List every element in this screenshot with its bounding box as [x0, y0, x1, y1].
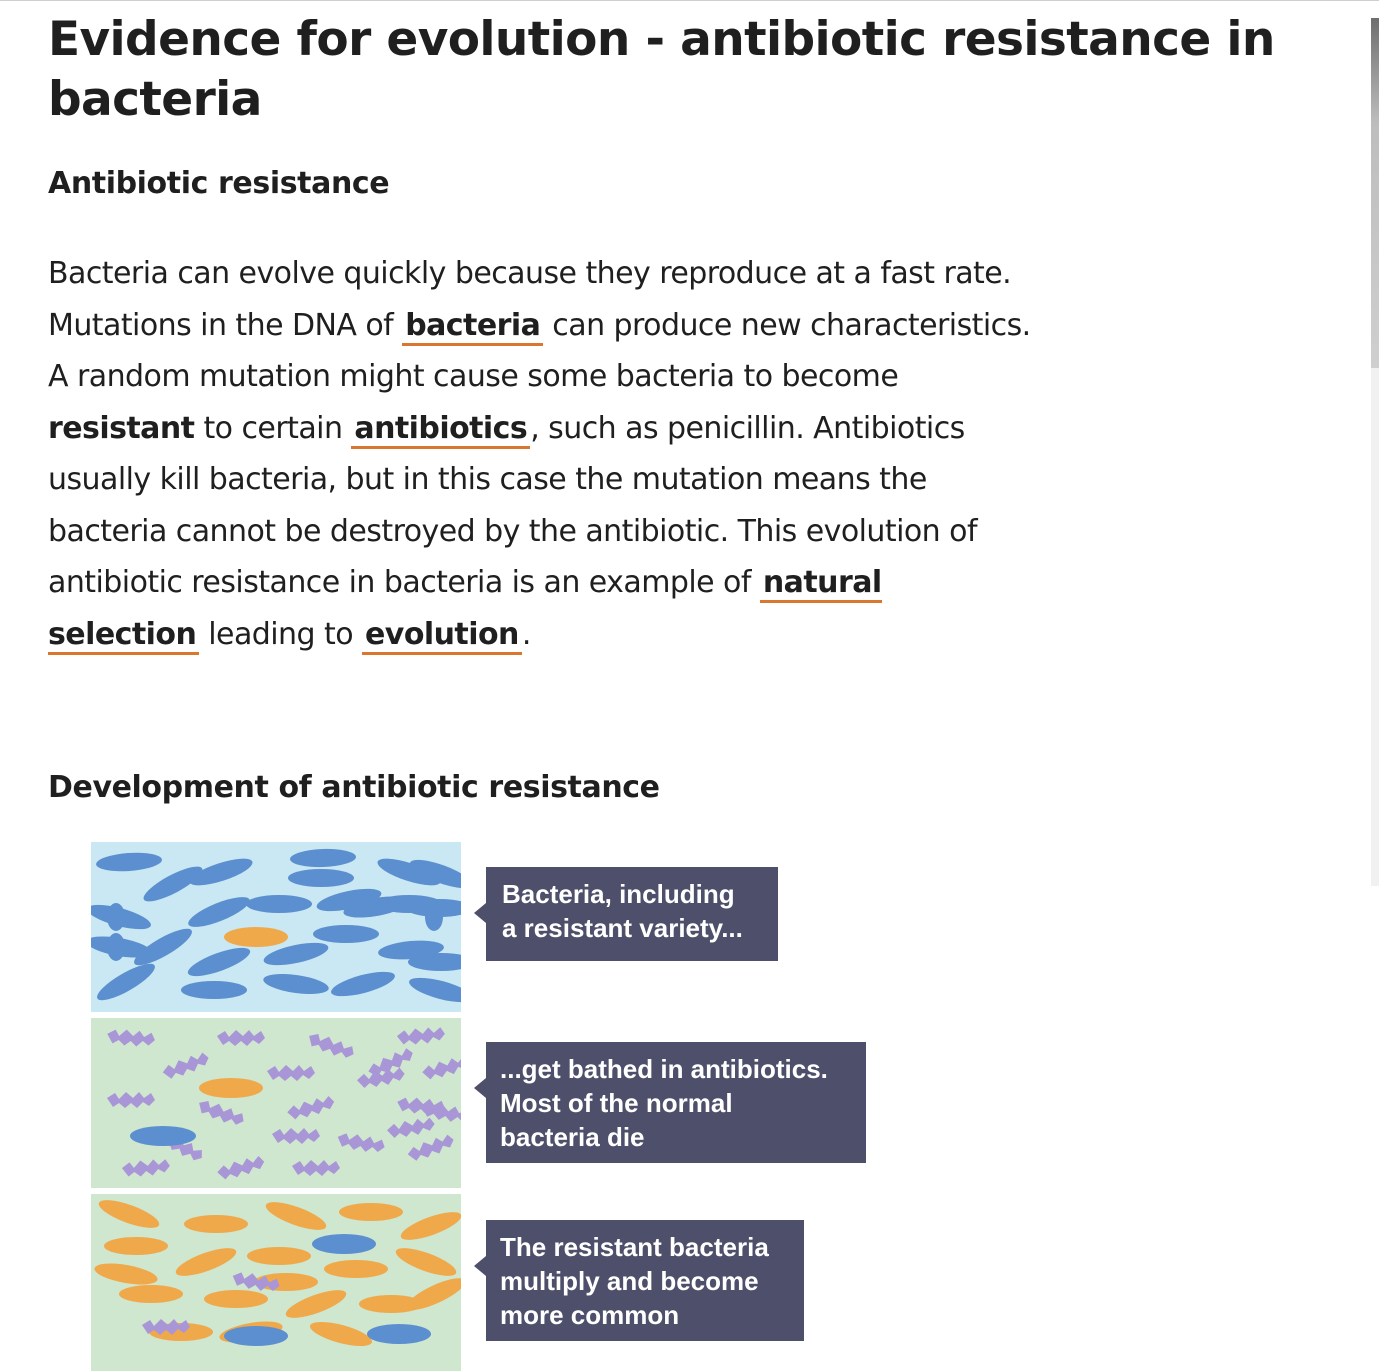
section-heading-antibiotic-resistance: Antibiotic resistance	[48, 166, 390, 201]
glossary-link-natural-selection[interactable]: natural selection	[48, 565, 882, 655]
normal-bacterium	[313, 925, 379, 943]
step-label-2	[486, 1042, 866, 1163]
bold-term-resistant: resistant	[48, 410, 195, 446]
resistant-bacterium	[204, 1290, 268, 1308]
normal-bacterium	[367, 1324, 431, 1344]
resistant-bacterium	[247, 1247, 311, 1265]
paragraph-text: , such as penicillin. Antibiotics usually kill bacteria, but in this case the mutation means the bacteria cannot be destroyed by the antibiotic. This evolution of antibiotic resistance in bacteria is an example of	[48, 410, 977, 600]
body-paragraph	[48, 248, 1038, 660]
paragraph-text: to certain	[194, 410, 352, 446]
label-line: ...get bathed in antibiotics.	[500, 1054, 828, 1084]
normal-bacterium	[130, 1126, 196, 1146]
label-line: Most of the normal	[500, 1088, 733, 1118]
normal-bacterium	[312, 1234, 376, 1254]
scrollbar-thumb[interactable]	[1371, 18, 1379, 368]
step-label-1	[486, 867, 778, 961]
glossary-link-bacteria[interactable]: bacteria	[402, 308, 543, 346]
label-line: Bacteria, including	[502, 879, 735, 909]
diagram-panel-antibiotics	[91, 1018, 461, 1188]
normal-bacterium	[107, 933, 125, 961]
article	[48, 10, 1278, 805]
normal-bacterium	[107, 903, 125, 931]
resistant-bacterium	[119, 1285, 183, 1303]
label-line: multiply and become	[500, 1266, 759, 1296]
resistant-bacterium	[184, 1215, 248, 1233]
normal-bacterium	[224, 1326, 288, 1346]
top-border	[0, 0, 1379, 1]
section-heading-development: Development of antibiotic resistance	[48, 770, 660, 805]
resistant-bacterium	[224, 927, 288, 947]
paragraph-text: Bacteria can evolve quickly because they reproduce at a fast rate. Mutations in the DNA of	[48, 256, 1012, 343]
label-line: bacteria die	[500, 1122, 645, 1152]
normal-bacterium	[246, 895, 312, 913]
normal-bacterium	[181, 981, 247, 999]
glossary-link-evolution[interactable]: evolution	[362, 617, 522, 655]
resistant-bacterium	[324, 1260, 388, 1278]
label-line: The resistant bacteria	[500, 1232, 769, 1262]
diagram-panel-initial	[91, 842, 461, 1012]
resistant-bacterium	[339, 1203, 403, 1221]
label-line: a resistant variety...	[502, 913, 743, 943]
paragraph-text: .	[521, 616, 531, 652]
step-label-3	[486, 1220, 804, 1341]
bacteria-illustration-2	[91, 1018, 461, 1188]
glossary-link-antibiotics[interactable]: antibiotics	[351, 411, 530, 449]
resistant-bacterium	[199, 1078, 263, 1098]
diagram-panel-resistant	[91, 1194, 461, 1364]
normal-bacterium	[288, 869, 354, 887]
paragraph-text: leading to	[199, 616, 363, 652]
bacteria-illustration-1	[91, 842, 461, 1012]
resistant-bacterium	[104, 1237, 168, 1255]
antibiotic-resistance-diagram	[91, 842, 891, 1371]
scrollbar[interactable]	[1371, 18, 1379, 886]
label-line: more common	[500, 1300, 680, 1330]
normal-bacterium	[425, 903, 443, 931]
paragraph-text: can produce new characteristics. A random mutation might cause some bacteria to become	[48, 307, 1031, 394]
page-title: Evidence for evolution - antibiotic resistance in bacteria	[48, 12, 1275, 127]
bacteria-illustration-3	[91, 1194, 461, 1371]
